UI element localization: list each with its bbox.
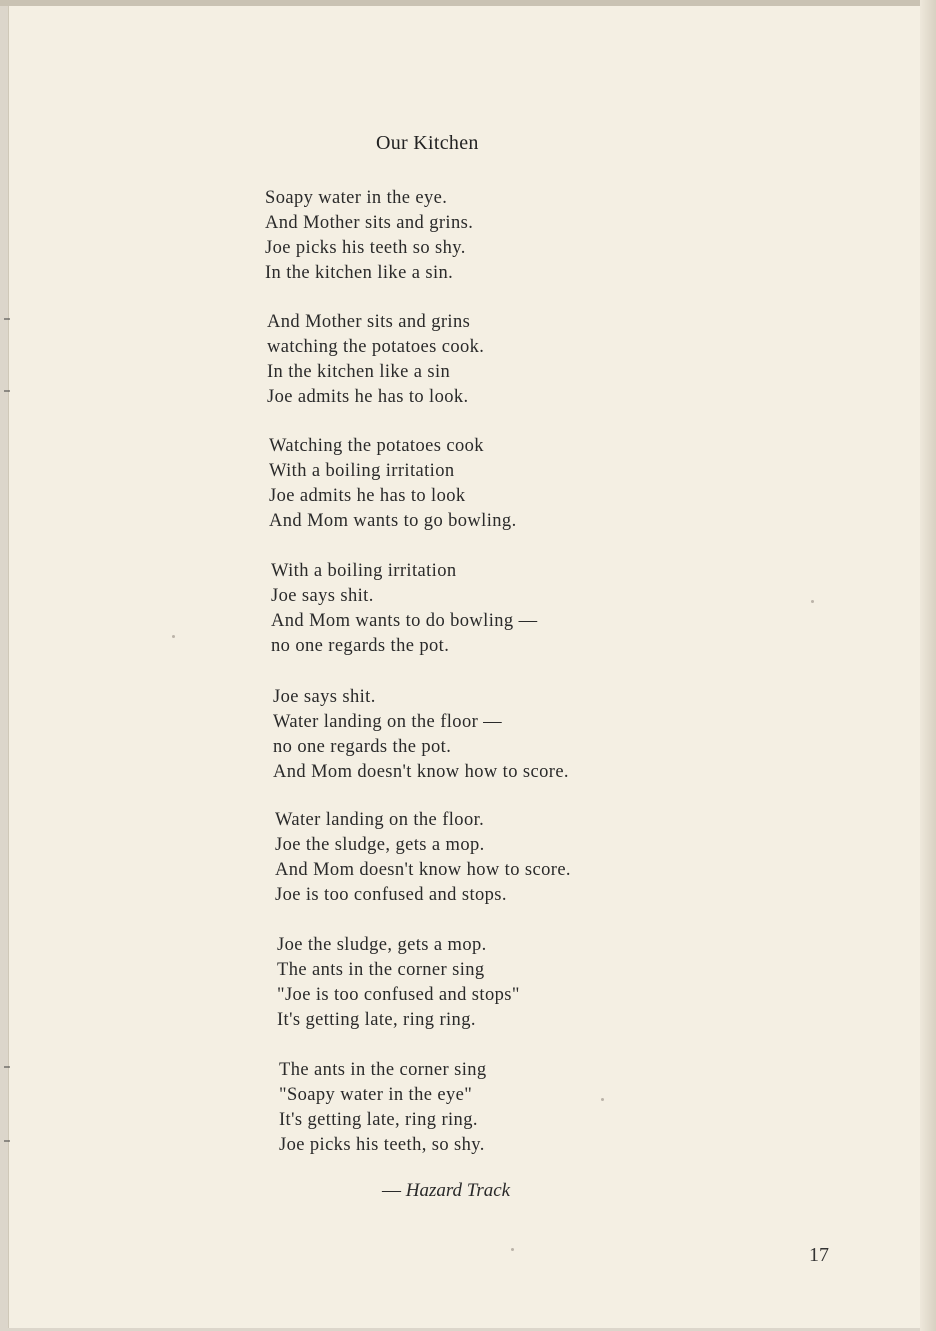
poem-title: Our Kitchen <box>376 132 479 154</box>
margin-tick <box>4 318 10 320</box>
poem-line: And Mom wants to go bowling. <box>269 511 517 531</box>
poem-line: And Mom doesn't know how to score. <box>275 860 571 880</box>
poem-line: It's getting late, ring ring. <box>277 1010 476 1030</box>
poem-line: "Joe is too confused and stops" <box>277 985 520 1005</box>
poem-line: Soapy water in the eye. <box>265 188 448 208</box>
poem-attribution <box>382 1180 510 1202</box>
stanza-4 <box>271 559 538 659</box>
stanza-3 <box>269 434 517 534</box>
paper-speck <box>811 600 814 603</box>
margin-tick <box>4 1066 10 1068</box>
poem-line: no one regards the pot. <box>273 737 452 757</box>
poem-line: "Soapy water in the eye" <box>279 1085 473 1105</box>
poem-line: Joe picks his teeth, so shy. <box>279 1135 485 1155</box>
stanza-1 <box>265 186 473 286</box>
poem-line: no one regards the pot. <box>271 636 450 656</box>
poem-line: In the kitchen like a sin. <box>265 263 454 283</box>
poem-line: Joe the sludge, gets a mop. <box>277 935 487 955</box>
poem-line: And Mother sits and grins. <box>265 213 474 233</box>
poem-line: Joe is too confused and stops. <box>275 885 507 905</box>
margin-tick <box>4 390 10 392</box>
poem-line: Water landing on the floor. <box>275 810 485 830</box>
page-number: 17 <box>809 1244 829 1266</box>
poem-line: Joe the sludge, gets a mop. <box>275 835 485 855</box>
poem-line: The ants in the corner sing <box>279 1060 487 1080</box>
author-name: Hazard Track <box>405 1180 511 1201</box>
stanza-7 <box>277 933 520 1033</box>
poem-line: And Mom doesn't know how to score. <box>273 762 569 782</box>
poem-line: With a boiling irritation <box>271 561 457 581</box>
paper-speck <box>601 1098 604 1101</box>
poem-line: Watching the potatoes cook <box>269 436 484 456</box>
poem-line: Joe admits he has to look. <box>267 387 469 407</box>
stanza-6 <box>275 808 571 908</box>
poem-line: In the kitchen like a sin <box>267 362 451 382</box>
poem-line: And Mom wants to do bowling — <box>271 611 538 631</box>
stanza-8 <box>279 1058 487 1158</box>
poem-line: It's getting late, ring ring. <box>279 1110 478 1130</box>
poem-line: Joe picks his teeth so shy. <box>265 238 466 258</box>
attribution-dash: — <box>382 1180 406 1201</box>
poem-line: The ants in the corner sing <box>277 960 485 980</box>
stanza-5 <box>273 685 569 785</box>
poem-line: watching the potatoes cook. <box>267 337 485 357</box>
poem-line: With a boiling irritation <box>269 461 455 481</box>
poem-line: And Mother sits and grins <box>267 312 471 332</box>
paper-speck <box>172 635 175 638</box>
poem-line: Joe says shit. <box>271 586 374 606</box>
margin-tick <box>4 1140 10 1142</box>
page-edge <box>920 0 936 1331</box>
poem-line: Joe admits he has to look <box>269 486 466 506</box>
paper-speck <box>511 1248 514 1251</box>
poem-line: Water landing on the floor — <box>273 712 503 732</box>
poem-line: Joe says shit. <box>273 687 376 707</box>
stanza-2 <box>267 310 484 410</box>
